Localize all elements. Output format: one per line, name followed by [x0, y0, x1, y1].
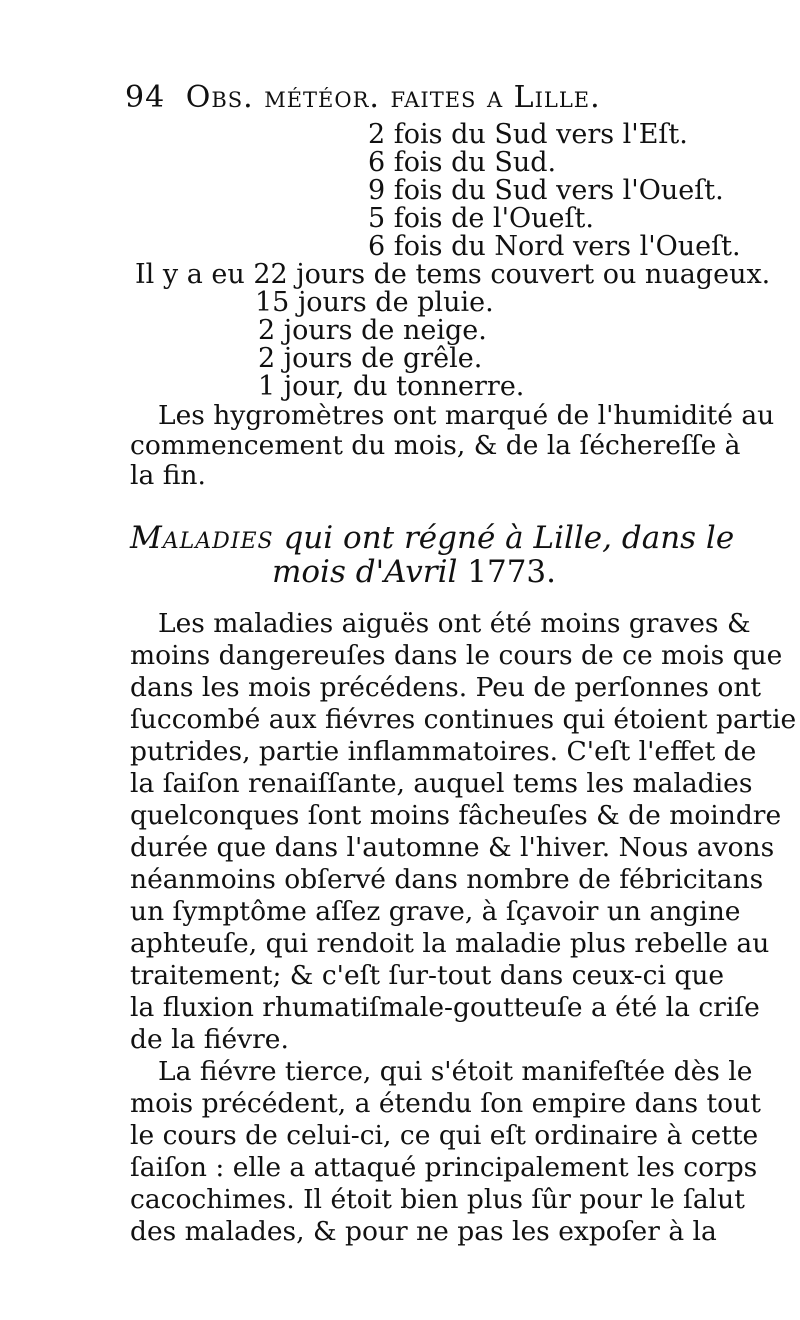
paragraph-line: dans les mois précédens. Peu de perſonnes ont: [130, 672, 762, 703]
weather-intro: Il y a eu 22 jours de tems couvert ou nuageux.: [135, 259, 771, 290]
weather-line: 1 jour, du tonnerre.: [258, 371, 525, 402]
wind-line: 9 fois du Sud vers l'Oueſt.: [368, 175, 724, 206]
paragraph-line: le cours de celui-ci, ce qui eſt ordinaire à cette: [130, 1120, 759, 1151]
paragraph-line: quelconques ſont moins fâcheuſes & de moindre: [130, 800, 782, 831]
wind-line: 6 fois du Sud.: [368, 147, 557, 178]
page-number: 94: [125, 80, 166, 115]
paragraph-line: des malades, & pour ne pas les expoſer à la: [130, 1216, 717, 1247]
paragraph-line: la fluxion rhumatiſmale-goutteuſe a été la criſe: [130, 992, 760, 1023]
paragraph-line: durée que dans l'automne & l'hiver. Nous avons: [130, 832, 775, 863]
running-header: [125, 78, 685, 118]
hygrometer-line: la fin.: [130, 460, 206, 491]
paragraph-line: ſaiſon : elle a attaqué principalement les corps: [130, 1152, 758, 1183]
wind-line: 6 fois du Nord vers l'Oueſt.: [368, 231, 741, 262]
paragraph-line: traitement; & c'eſt ſur-tout dans ceux-ci que: [130, 960, 725, 991]
wind-line: 5 fois de l'Oueſt.: [368, 203, 594, 234]
weather-line: 15 jours de pluie.: [255, 287, 494, 318]
section-title-caps: Maladies: [130, 520, 274, 556]
paragraph-line: ſuccombé aux fiévres continues qui étoient partie: [130, 704, 797, 735]
hygrometer-line: Les hygromètres ont marqué de l'humidité au: [158, 400, 775, 431]
paragraph-line: putrides, partie inflammatoires. C'eſt l'effet de: [130, 736, 757, 767]
section-title-line2: [272, 552, 556, 592]
weather-line: 2 jours de grêle.: [258, 343, 483, 374]
section-title-year: 1773.: [467, 554, 557, 590]
running-title: Obs. météor. faites a Lille.: [185, 80, 601, 115]
section-title-month: mois d'Avril: [272, 554, 458, 590]
paragraph-line: La fiévre tierce, qui s'étoit manifeſtée dès le: [158, 1056, 753, 1087]
weather-line: 2 jours de neige.: [258, 315, 487, 346]
paragraph-line: la ſaiſon renaiſſante, auquel tems les maladies: [130, 768, 753, 799]
wind-line: 2 fois du Sud vers l'Eſt.: [368, 119, 688, 150]
paragraph-line: néanmoins obſervé dans nombre de fébricitans: [130, 864, 764, 895]
hygrometer-line: commencement du mois, & de la ſéchereſſe à: [130, 430, 741, 461]
section-title-rest: qui ont régné à Lille, dans le: [283, 520, 735, 556]
paragraph-line: Les maladies aiguës ont été moins graves &: [158, 608, 751, 639]
paragraph-line: de la fiévre.: [130, 1024, 289, 1055]
paragraph-line: aphteuſe, qui rendoit la maladie plus rebelle au: [130, 928, 770, 959]
paragraph-line: un ſymptôme aſſez grave, à ſçavoir un angine: [130, 896, 741, 927]
paragraph-line: mois précédent, a étendu ſon empire dans tout: [130, 1088, 761, 1119]
paragraph-line: cacochimes. Il étoit bien plus ſûr pour le ſalut: [130, 1184, 745, 1215]
paragraph-line: moins dangereuſes dans le cours de ce mois que: [130, 640, 783, 671]
